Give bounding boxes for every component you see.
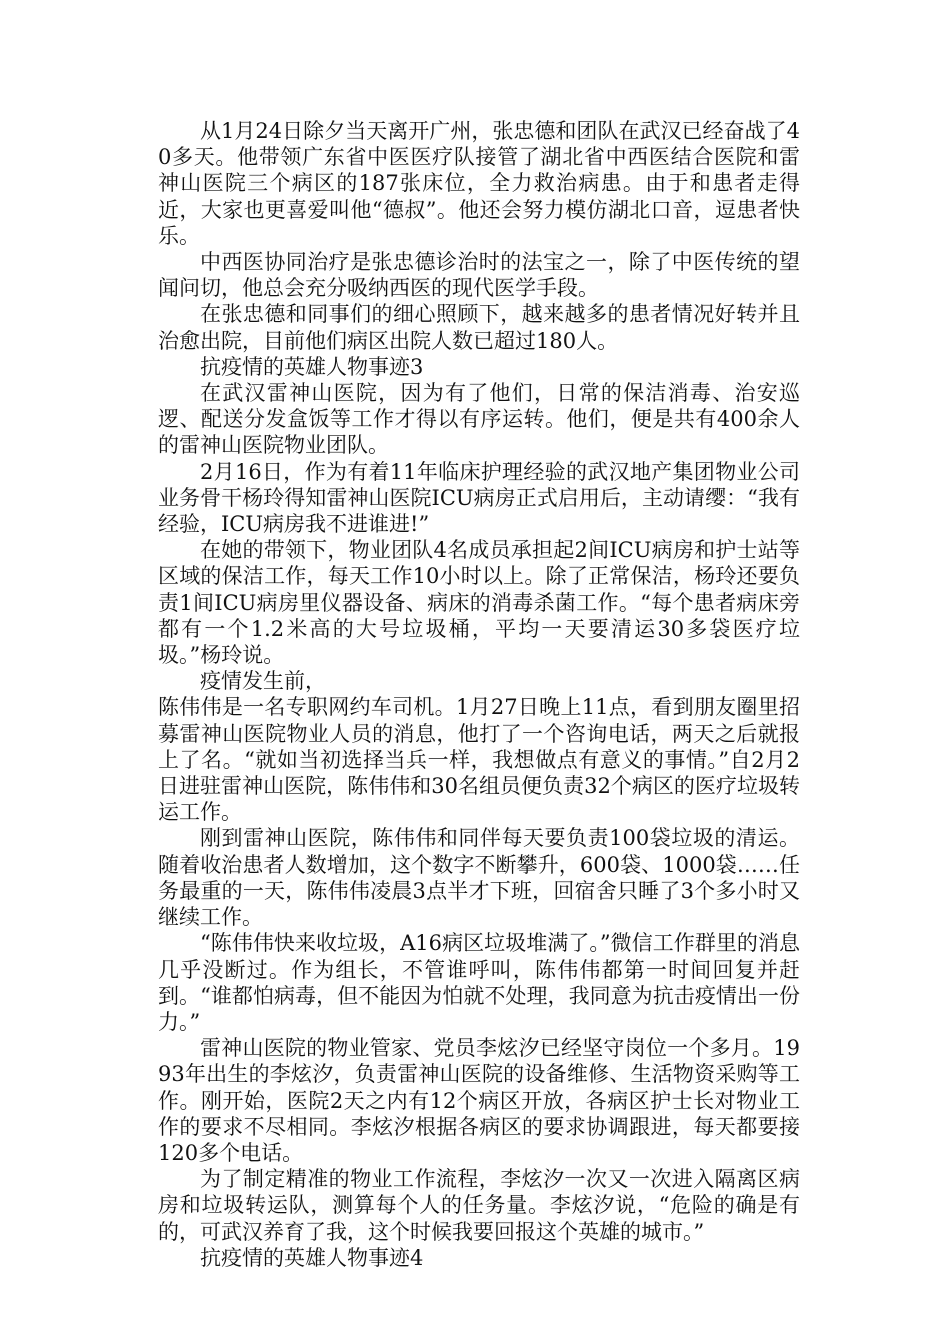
paragraph-chen-weiwei-driver: 陈伟伟是一名专职网约车司机。1月27日晚上11点，看到朋友圈里招募雷神山医院物业人员的消息，他打了一个咨询电话，两天之后就报上了名。“就如当初选择当兵一样，我想做点有意义的事情。”自2月2日进驻雷神山医院，陈伟伟和30名组员便负责32个病区的医疗垃圾转运工作。 <box>158 695 800 825</box>
paragraph-yang-ling-icu: 2月16日，作为有着11年临床护理经验的武汉地产集团物业公司业务骨干杨玲得知雷神山医院ICU病房正式启用后，主动请缨：“我有经验，ICU病房我不进谁进!” <box>158 459 800 537</box>
paragraph-property-team: 在武汉雷神山医院，因为有了他们，日常的保洁消毒、治安巡逻、配送分发盒饭等工作才得以有序运转。他们，便是共有400余人的雷神山医院物业团队。 <box>158 381 800 458</box>
paragraph-zhang-zhongde-wuhan: 从1月24日除夕当天离开广州，张忠德和团队在武汉已经奋战了40多天。他带领广东省中医医疗队接管了湖北省中西医结合医院和雷神山医院三个病区的187张床位，全力救治病患。由于和患者走得近，大家也更喜爱叫他“德叔”。他还会努力模仿湖北口音，逗患者快乐。 <box>158 119 800 248</box>
section-heading-4: 抗疫情的英雄人物事迹4 <box>200 1245 424 1270</box>
paragraph-cleaning-work: 在她的带领下，物业团队4名成员承担起2间ICU病房和护士站等区域的保洁工作，每天工作10小时以上。除了正常保洁，杨玲还要负责1间ICU病房里仪器设备、病床的消毒杀菌工作。“每个患者病床旁都有一个1.2米高的大号垃圾桶，平均一天要清运30多袋医疗垃圾。”杨玲说。 <box>158 538 800 668</box>
paragraph-before-epidemic: 疫情发生前， <box>200 669 326 694</box>
paragraph-li-xuanxi: 雷神山医院的物业管家、党员李炫汐已经坚守岗位一个多月。1993年出生的李炫汐，负责雷神山医院的设备维修、生活物资采购等工作。刚开始，医院2天之内有12个病区开放，各病区护士长对物业工作的要求不尽相同。李炫汐根据各病区的要求协调跟进，每天都要接120多个电话。 <box>158 1036 800 1165</box>
paragraph-wechat-group: “陈伟伟快来收垃圾，A16病区垃圾堆满了。”微信工作群里的消息几乎没断过。作为组长，不管谁呼叫，陈伟伟都第一时间回复并赶到。“谁都怕病毒，但不能因为怕就不处理，我同意为抗击疫情出一份力。” <box>158 931 800 1034</box>
section-heading-3: 抗疫情的英雄人物事迹3 <box>200 354 424 379</box>
paragraph-discharged-patients: 在张忠德和同事们的细心照顾下，越来越多的患者情况好转并且治愈出院，目前他们病区出院人数已超过180人。 <box>158 302 800 353</box>
paragraph-tcm-western-medicine: 中西医协同治疗是张忠德诊治时的法宝之一，除了中医传统的望闻问切，他总会充分吸纳西医的现代医学手段。 <box>158 250 800 301</box>
paragraph-garbage-clearing: 刚到雷神山医院，陈伟伟和同伴每天要负责100袋垃圾的清运。随着收治患者人数增加，这个数字不断攀升，600袋、1000袋……任务最重的一天，陈伟伟凌晨3点半才下班，回宿舍只睡了3个多小时又继续工作。 <box>158 826 800 930</box>
paragraph-workflow: 为了制定精准的物业工作流程，李炫汐一次又一次进入隔离区病房和垃圾转运队，测算每个人的任务量。李炫汐说，“危险的确是有的，可武汉养育了我，这个时候我要回报这个英雄的城市。” <box>158 1167 800 1244</box>
document-body <box>158 118 800 1271</box>
